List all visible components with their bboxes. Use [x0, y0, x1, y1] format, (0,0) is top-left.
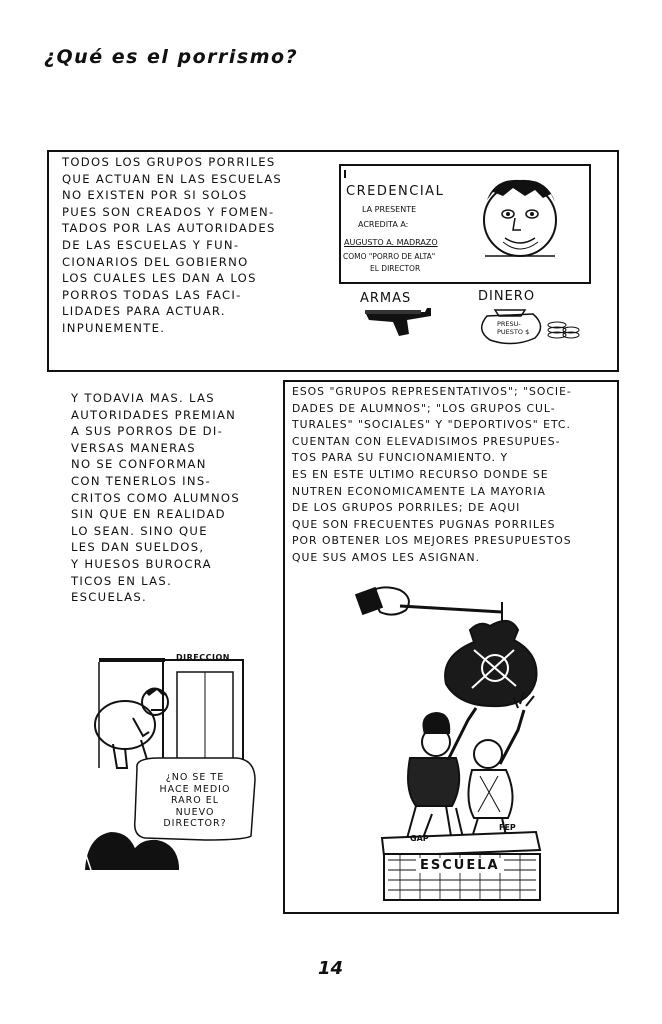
label-escuela: ESCUELA [416, 858, 504, 873]
hand-with-stick [355, 587, 502, 626]
gun-icon [365, 308, 431, 336]
credential-line-4: COMO "PORRO DE ALTA" [343, 252, 436, 261]
credential-name: AUGUSTO A. MADRAZO [344, 238, 438, 247]
credential-line-2: ACREDITA A: [358, 220, 409, 229]
panel-top-text: TODOS LOS GRUPOS PORRILES QUE ACTUAN EN LAS ESCUELAS NO EXISTEN POR SI SOLOS PUES SON CREADOS Y FOMEN- TADOS POR LAS AUTORIDADES DE LAS ESCUELAS Y FUN- CIONARIOS DEL GOBIERNO LOS CUALES LES DAN A LOS PORROS TODAS LAS FACI- LIDADES PARA ACTUAR. INPUNEMENTE. [62, 155, 283, 335]
page-title: ¿Qué es el porrismo? [44, 46, 299, 68]
label-gap: GAP [410, 834, 429, 843]
director-office-illustration [85, 640, 280, 870]
presupuesto-label: PRESU- PUESTO $ [497, 320, 530, 336]
credential-line-1: LA PRESENTE [362, 205, 417, 214]
label-fep: FEP [499, 823, 516, 832]
panel-left-text: Y TODAVIA MAS. LAS AUTORIDADES PREMIAN A SUS PORROS DE DI- VERSAS MANERAS NO SE CONFORMAN CON TENERLOS INS- CRITOS COMO ALUMNOS SIN QUE EN REALIDAD LO SEAN. SINO QUE LES DAN SUELDOS, Y HUESOS BUROCRA TICOS EN LAS. ESCUELAS. [71, 391, 241, 605]
credential-line-5: EL DIRECTOR [370, 264, 421, 273]
door-sign: DIRECCION [176, 653, 230, 662]
credential-heading: CREDENCIAL [346, 184, 445, 199]
armas-label: ARMAS [360, 291, 412, 306]
panel-right-text: ESOS "GRUPOS REPRESENTATIVOS"; "SOCIE- DADES DE ALUMNOS"; "LOS GRUPOS CUL- TURALES" "SOCIALES" Y "DEPORTIVOS" ETC. CUENTAN CON ELEVADISIMOS PRESUPUES- TOS PARA SU FUNCIONAMIENTO. Y ES EN ESTE ULTIMO RECURSO DONDE SE NUTREN ECONOMICAMENTE LA MAYORIA DE LOS GRUPOS PORRILES; DE AQUI QUE SON FRECUENTES PUGNAS PORRILES POR OBTENER LOS MEJORES PRESUPUESTOS QUE SUS AMOS LES ASIGNAN. [292, 385, 572, 564]
dinero-label: DINERO [478, 289, 536, 304]
page-number: 14 [318, 958, 344, 979]
crouching-man [95, 687, 168, 768]
speech-bubble-text: ¿NO SE TE HACE MEDIO RARO EL NUEVO DIRECTOR? [159, 772, 231, 829]
